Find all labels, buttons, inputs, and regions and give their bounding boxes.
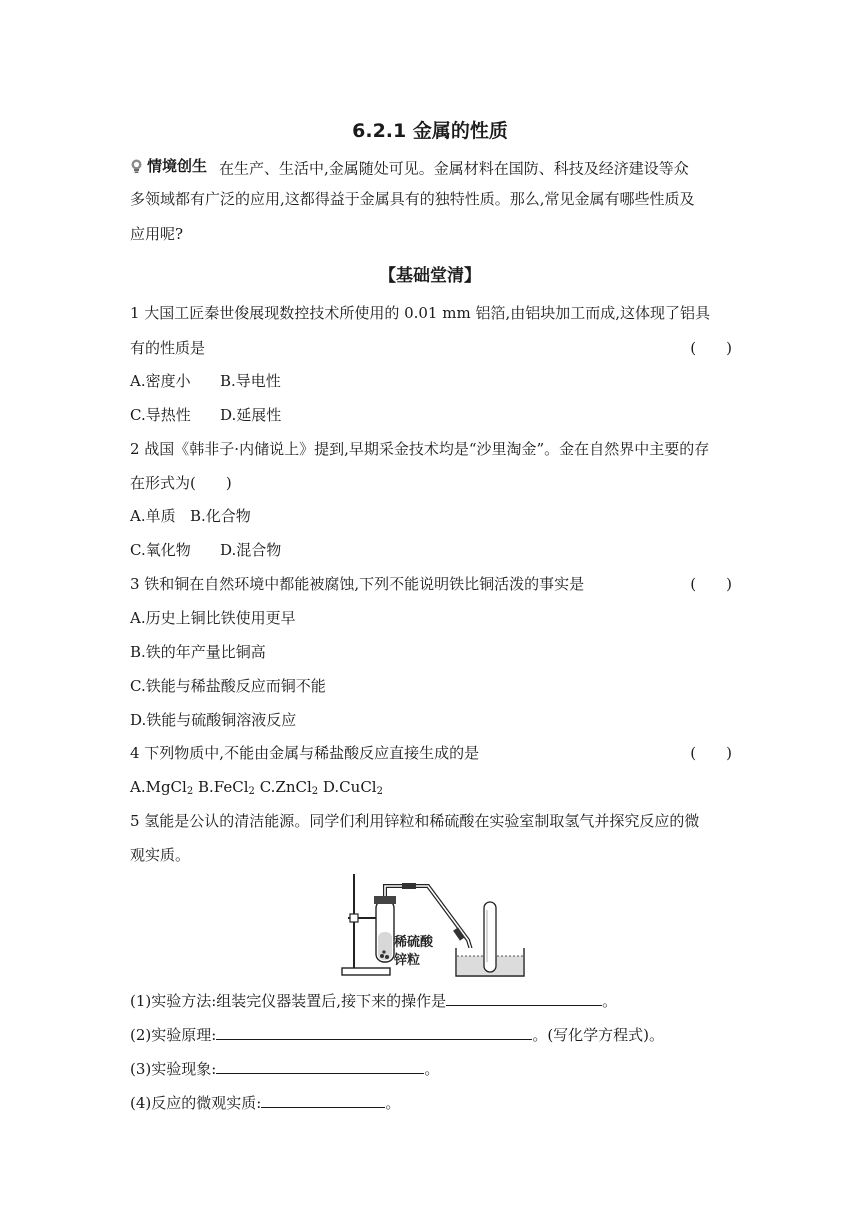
q5-part-3-blank[interactable] [216, 1058, 424, 1074]
q4-stem: 4 下列物质中,不能由金属与稀盐酸反应直接生成的是 [130, 744, 480, 762]
q5-part-1: (1)实验方法:组装完仪器装置后,接下来的操作是 。 [130, 992, 618, 1010]
figure-label-acid: 稀硫酸 [394, 935, 434, 950]
section-title: 【基础堂清】 [379, 266, 481, 286]
q5-part-3: (3)实验现象: 。 [130, 1060, 440, 1078]
q2-stem-line-1: 2 战国《韩非子·内储说上》提到,早期采金技术均是“沙里淘金”。金在自然界中主要的存 [130, 440, 710, 458]
q2-option-c: C.氧化物 [130, 541, 191, 559]
page-title: 6.2.1 金属的性质 [352, 120, 508, 142]
intro-line-2: 多领域都有广泛的应用,这都得益于金属具有的独特性质。那么,常见金属有哪些性质及 [130, 190, 695, 208]
q5-stem-line-2: 观实质。 [130, 846, 191, 864]
intro-text-1: 在生产、生活中,金属随处可见。金属材料在国防、科技及经济建设等众 [219, 159, 689, 178]
q2-options-row-2 [130, 540, 281, 560]
q4-option-a: A.MgCl$_2$ [130, 778, 194, 797]
lightbulb-icon [130, 159, 143, 174]
q4-option-b: B.FeCl$_2$ [198, 778, 255, 797]
intro-line-1 [130, 156, 689, 179]
q3-stem: 3 铁和铜在自然环境中都能被腐蚀,下列不能说明铁比铜活泼的事实是 [130, 575, 585, 593]
q3-option-d: D.铁能与硫酸铜溶液反应 [130, 711, 297, 729]
q1-option-d: D.延展性 [220, 406, 282, 424]
q1-option-c: C.导热性 [130, 406, 191, 424]
q3-answer-paren: ( ) [690, 575, 732, 593]
q1-options-row-2 [130, 405, 281, 425]
q2-options-row-1 [130, 506, 251, 526]
q1-stem-line-2: 有的性质是 [130, 339, 206, 357]
figure-label-zinc: 锌粒 [394, 953, 421, 968]
q2-option-a: A.单质 [130, 507, 176, 525]
q3-option-c: C.铁能与稀盐酸反应而铜不能 [130, 677, 326, 695]
q5-stem-line-1: 5 氢能是公认的清洁能源。同学们利用锌粒和稀硫酸在实验室制取氢气并探究反应的微 [130, 812, 700, 830]
q4-option-d: D.CuCl$_2$ [322, 778, 383, 797]
q5-part-4: (4)反应的微观实质: 。 [130, 1094, 401, 1112]
q1-options-row-1 [130, 371, 281, 391]
q1-option-b: B.导电性 [220, 372, 281, 390]
q5-part-2: (2)实验原理: 。(写化学方程式)。 [130, 1026, 665, 1044]
q2-option-d: D.混合物 [220, 541, 282, 559]
intro-tag [130, 156, 207, 176]
q4-option-c: C.ZnCl$_2$ [259, 778, 319, 797]
q5-part-1-blank[interactable] [446, 990, 602, 1006]
q1-option-a: A.密度小 [130, 372, 191, 390]
q5-part-2-blank[interactable] [216, 1024, 532, 1040]
intro-line-3: 应用呢? [130, 225, 184, 243]
intro-tag-label: 情境创生 [147, 157, 208, 175]
q1-stem-line-1: 1 大国工匠秦世俊展现数控技术所使用的 0.01 mm 铝箔,由铝块加工而成,这体现了铝具 [130, 304, 711, 322]
q3-option-a: A.历史上铜比铁使用更早 [130, 609, 296, 627]
apparatus-figure [338, 872, 528, 980]
q4-options-row [130, 777, 383, 802]
q5-part-4-blank[interactable] [261, 1092, 385, 1108]
q3-option-b: B.铁的年产量比铜高 [130, 643, 266, 661]
q2-option-b: B.化合物 [190, 507, 251, 525]
q2-stem-line-2: 在形式为( ) [130, 474, 232, 492]
q4-answer-paren: ( ) [690, 744, 732, 762]
q1-answer-paren: ( ) [690, 339, 732, 357]
